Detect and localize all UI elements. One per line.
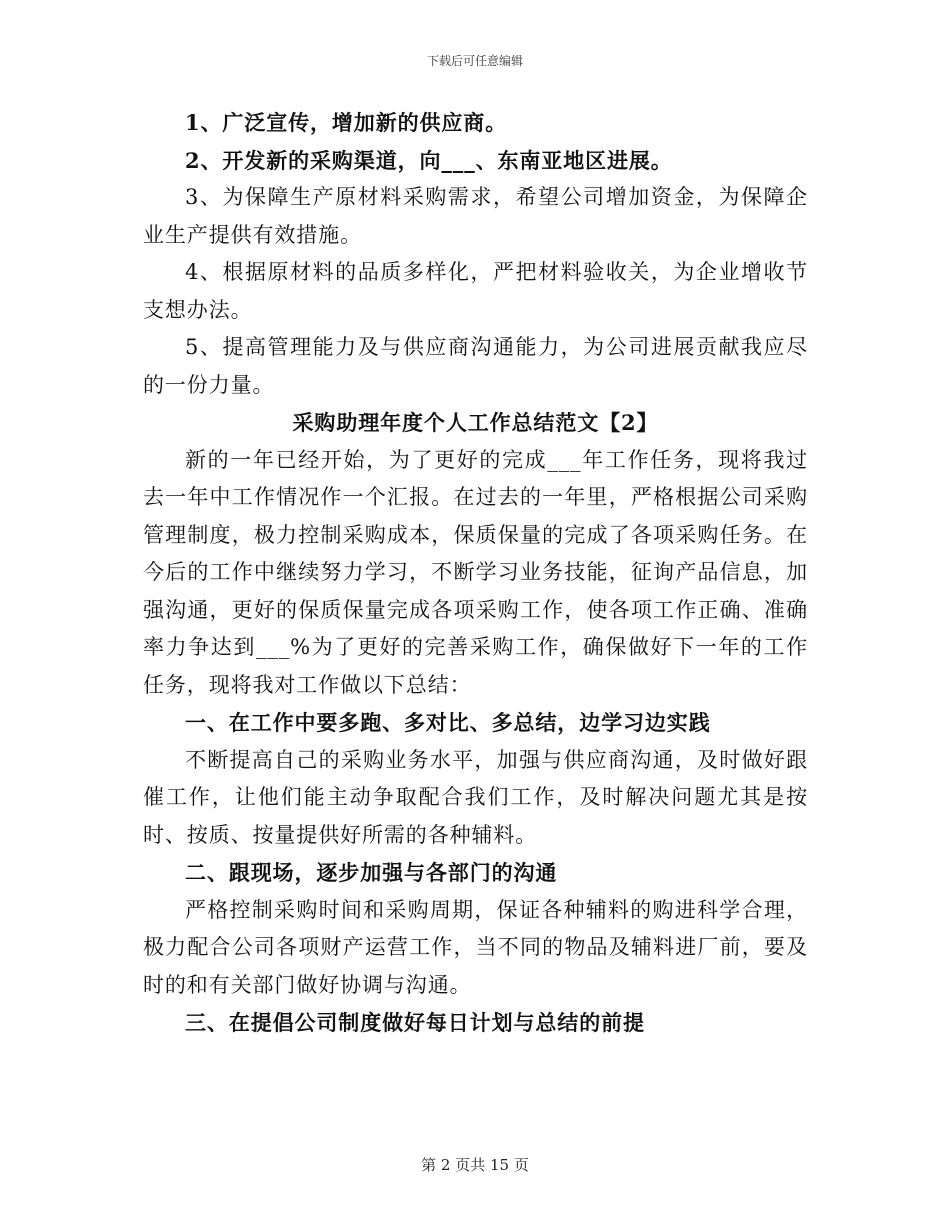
list-item-1: 1、广泛宣传，增加新的供应商。 [185,110,508,135]
paragraph-1: 不断提高自己的采购业务水平，加强与供应商沟通，及时做好跟催工作，让他们能主动争取配合我们工作，及时解决问题尤其是按时、按质、按量提供好所需的各种辅料。 [143,747,808,847]
subheading-1: 一、在工作中要多跑、多对比、多总结，边学习边实践 [185,710,711,735]
page-header: 下载后可任意编辑 [426,54,523,68]
list-item-4: 4、根据原材料的品质多样化，严把材料验收关，为企业增收节支想办法。 [143,260,808,322]
list-item-2: 2、开发新的采购渠道，向___、东南亚地区进展。 [185,147,673,173]
list-item-5: 5、提高管理能力及与供应商沟通能力，为公司进展贡献我应尽的一份力量。 [143,335,808,397]
section-title: 采购助理年度个人工作总结范文【2】 [292,410,659,435]
intro-paragraph: 新的一年已经开始，为了更好的完成___年工作任务，现将我过去一年中工作情况作一个汇报。在过去的一年里，严格根据公司采购管理制度，极力控制采购成本，保质保量的完成了各项采购任务。在今后的工作中继续努力学习，不断学习业务技能，征询产品信息，加强沟通，更好的保质保量完成各项采购工作，使各项工作正确、准确率力争达到___%为了更好的完善采购工作，确保做好下一年的工作任务，现将我对工作做以下总结： [143,447,808,697]
paragraph-2: 严格控制采购时间和采购周期，保证各种辅料的购进科学合理，极力配合公司各项财产运营工作，当不同的物品及辅料进厂前，要及时的和有关部门做好协调与沟通。 [143,897,808,997]
document-body [143,104,808,1042]
subheading-3: 三、在提倡公司制度做好每日计划与总结的前提 [185,1010,645,1035]
page-footer: 第 2 页共 15 页 [421,1156,529,1174]
list-item-3: 3、为保障生产原材料采购需求，希望公司增加资金，为保障企业生产提供有效措施。 [143,185,808,247]
subheading-2: 二、跟现场，逐步加强与各部门的沟通 [185,860,558,885]
